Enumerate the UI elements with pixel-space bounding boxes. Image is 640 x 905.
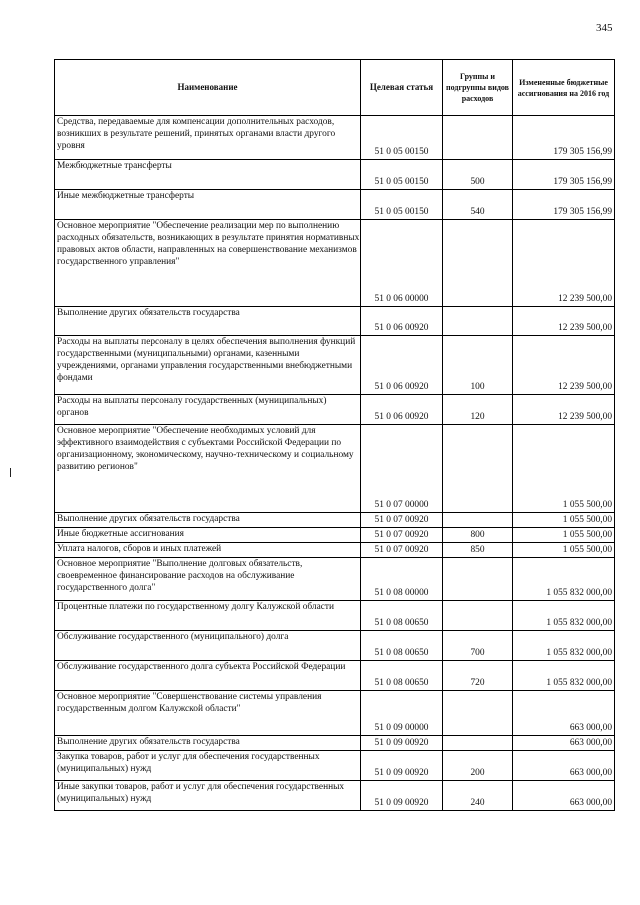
row-group: 120 [443, 395, 513, 425]
table-row [55, 425, 615, 513]
row-name: Основное мероприятие "Совершенствование системы управления государственным долгом Калужской области" [55, 691, 361, 736]
table-row [55, 751, 615, 781]
row-target: 51 0 09 00000 [361, 691, 443, 736]
row-amount: 179 305 156,99 [513, 160, 615, 190]
row-name: Расходы на выплаты персоналу в целях обеспечения выполнения функций государственными (муниципальными) органами, казенными учреждениями, органами управления государственными внебюджетными фондами [55, 336, 361, 395]
row-target: 51 0 07 00000 [361, 425, 443, 513]
row-group: 540 [443, 190, 513, 220]
table-row [55, 160, 615, 190]
row-amount: 179 305 156,99 [513, 190, 615, 220]
row-target: 51 0 07 00920 [361, 528, 443, 543]
row-name: Основное мероприятие "Обеспечение необходимых условий для эффективного взаимодействия с субъектами Российской Федерации по организационному, экономическому, научно-техническому и социальному развитию регионов" [55, 425, 361, 513]
row-amount: 663 000,00 [513, 751, 615, 781]
table-row [55, 781, 615, 811]
row-group: 240 [443, 781, 513, 811]
header-amount: Измененные бюджетные ассигнования на 2016 год [513, 60, 615, 116]
row-group: 720 [443, 661, 513, 691]
row-target: 51 0 07 00920 [361, 543, 443, 558]
row-amount: 1 055 832 000,00 [513, 601, 615, 631]
table-row [55, 220, 615, 307]
table-row [55, 307, 615, 336]
row-target: 51 0 09 00920 [361, 736, 443, 751]
header-target: Целевая статья [361, 60, 443, 116]
row-target: 51 0 09 00920 [361, 781, 443, 811]
row-amount: 12 239 500,00 [513, 307, 615, 336]
row-group [443, 736, 513, 751]
row-name: Уплата налогов, сборов и иных платежей [55, 543, 361, 558]
table-row [55, 691, 615, 736]
row-group: 800 [443, 528, 513, 543]
row-target: 51 0 06 00920 [361, 395, 443, 425]
header-group: Группы и подгруппы видов расходов [443, 60, 513, 116]
row-name: Иные бюджетные ассигнования [55, 528, 361, 543]
row-amount: 1 055 832 000,00 [513, 558, 615, 601]
row-name: Расходы на выплаты персоналу государственных (муниципальных) органов [55, 395, 361, 425]
row-amount: 12 239 500,00 [513, 395, 615, 425]
row-name: Обслуживание государственного долга субъекта Российской Федерации [55, 661, 361, 691]
row-amount: 12 239 500,00 [513, 220, 615, 307]
row-name: Процентные платежи по государственному долгу Калужской области [55, 601, 361, 631]
row-name: Иные закупки товаров, работ и услуг для обеспечения государственных (муниципальных) нужд [55, 781, 361, 811]
header-row [55, 60, 615, 116]
row-target: 51 0 08 00650 [361, 601, 443, 631]
row-target: 51 0 07 00920 [361, 513, 443, 528]
row-name: Закупка товаров, работ и услуг для обеспечения государственных (муниципальных) нужд [55, 751, 361, 781]
row-target: 51 0 05 00150 [361, 160, 443, 190]
row-group [443, 307, 513, 336]
row-amount: 179 305 156,99 [513, 116, 615, 160]
row-amount: 663 000,00 [513, 781, 615, 811]
row-group: 200 [443, 751, 513, 781]
row-name: Основное мероприятие "Обеспечение реализации мер по выполнению расходных обязательств, возникающих в результате принятия нормативных правовых актов области, направленных на совершенствование механизмов государственного управления" [55, 220, 361, 307]
row-name: Основное мероприятие "Выполнение долговых обязательств, своевременное финансирование расходов на обслуживание государственного долга" [55, 558, 361, 601]
row-target: 51 0 09 00920 [361, 751, 443, 781]
row-group [443, 116, 513, 160]
page-number: 345 [596, 22, 613, 34]
table-row [55, 631, 615, 661]
row-name: Выполнение других обязательств государства [55, 513, 361, 528]
row-amount: 1 055 500,00 [513, 543, 615, 558]
row-name: Выполнение других обязательств государства [55, 736, 361, 751]
row-amount: 663 000,00 [513, 691, 615, 736]
table-row [55, 395, 615, 425]
row-target: 51 0 05 00150 [361, 116, 443, 160]
row-group: 500 [443, 160, 513, 190]
table-row [55, 190, 615, 220]
header-name: Наименование [55, 60, 361, 116]
row-amount: 1 055 500,00 [513, 425, 615, 513]
row-target: 51 0 06 00000 [361, 220, 443, 307]
row-group [443, 513, 513, 528]
row-name: Выполнение других обязательств государства [55, 307, 361, 336]
row-group: 700 [443, 631, 513, 661]
table-row [55, 558, 615, 601]
row-target: 51 0 08 00650 [361, 631, 443, 661]
row-group: 100 [443, 336, 513, 395]
row-group [443, 220, 513, 307]
row-target: 51 0 08 00000 [361, 558, 443, 601]
table-row [55, 661, 615, 691]
row-name: Иные межбюджетные трансферты [55, 190, 361, 220]
budget-table [54, 59, 615, 811]
row-group [443, 425, 513, 513]
row-group: 850 [443, 543, 513, 558]
table-row [55, 543, 615, 558]
row-amount: 1 055 832 000,00 [513, 661, 615, 691]
row-amount: 1 055 832 000,00 [513, 631, 615, 661]
table-row [55, 513, 615, 528]
row-group [443, 558, 513, 601]
table-row [55, 528, 615, 543]
row-amount: 1 055 500,00 [513, 513, 615, 528]
row-amount: 12 239 500,00 [513, 336, 615, 395]
row-group [443, 691, 513, 736]
table-row [55, 116, 615, 160]
table-row [55, 601, 615, 631]
row-name: Средства, передаваемые для компенсации дополнительных расходов, возникших в результате решений, принятых органами власти другого уровня [55, 116, 361, 160]
margin-mark [10, 468, 11, 477]
row-amount: 1 055 500,00 [513, 528, 615, 543]
row-target: 51 0 06 00920 [361, 307, 443, 336]
row-group [443, 601, 513, 631]
row-target: 51 0 05 00150 [361, 190, 443, 220]
row-target: 51 0 06 00920 [361, 336, 443, 395]
row-name: Обслуживание государственного (муниципального) долга [55, 631, 361, 661]
row-amount: 663 000,00 [513, 736, 615, 751]
table-row [55, 336, 615, 395]
row-name: Межбюджетные трансферты [55, 160, 361, 190]
table-row [55, 736, 615, 751]
row-target: 51 0 08 00650 [361, 661, 443, 691]
